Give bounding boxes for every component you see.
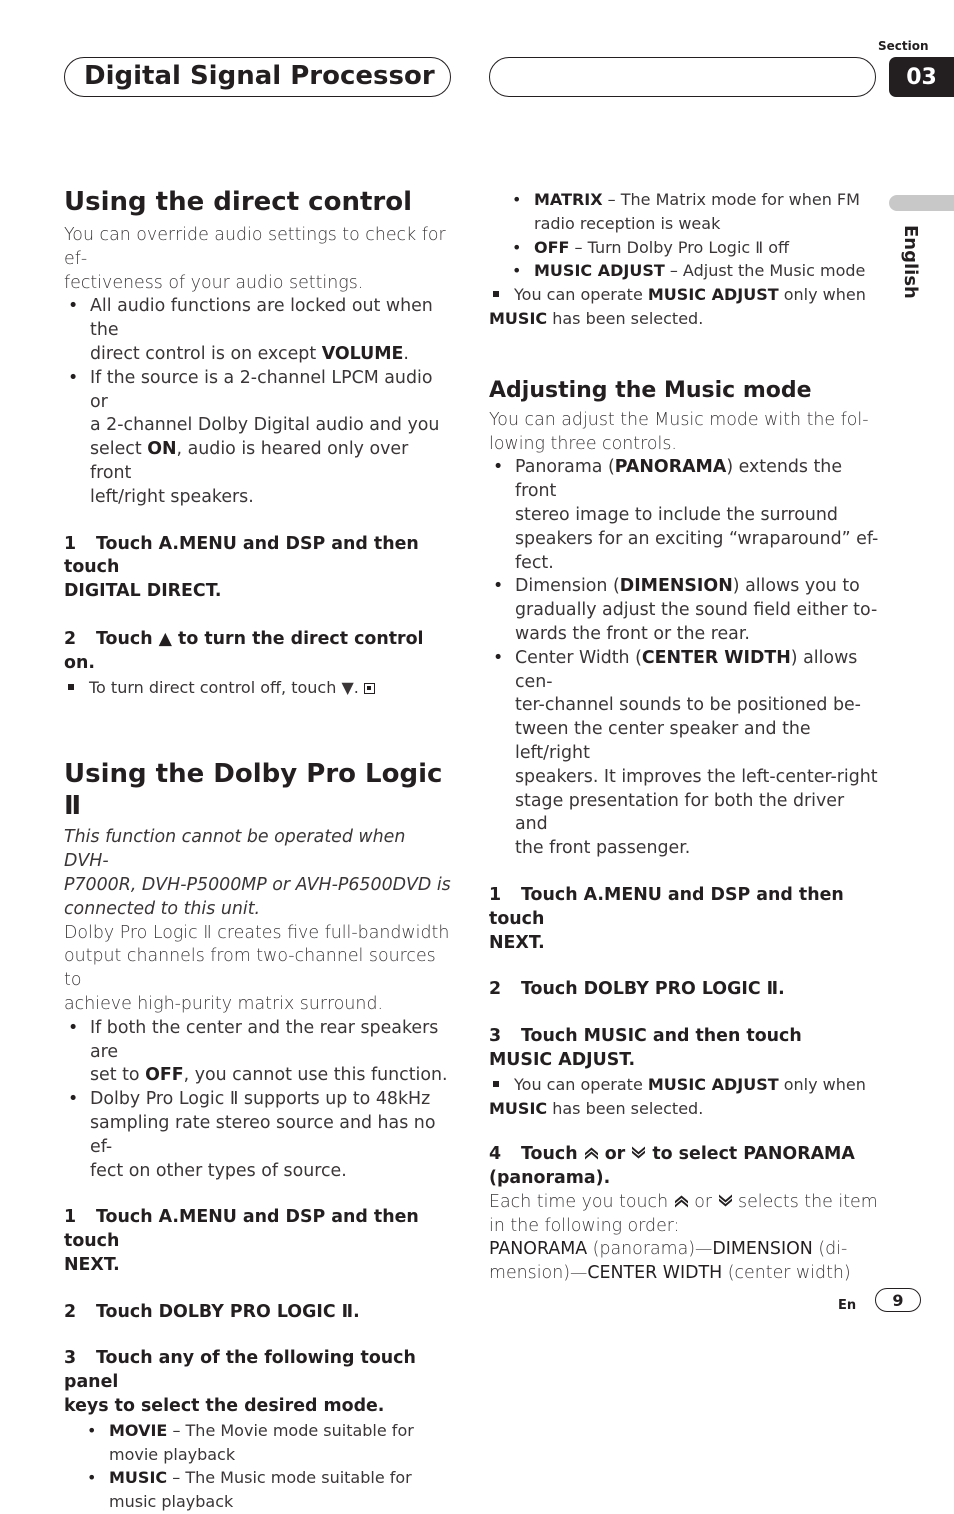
- step: 3 Touch any of the following touch panel keys to select the desired mode.: [64, 1348, 416, 1417]
- list-item: • MUSIC ADJUST – Adjust the Music mode: [508, 259, 881, 283]
- step: 3 Touch MUSIC and then touch MUSIC ADJUST.: [489, 1026, 802, 1070]
- section-number: 03: [906, 64, 937, 90]
- bullet-list: [64, 1017, 454, 1184]
- heading-direct-control: Using the direct control: [64, 187, 412, 217]
- list-item: • Panorama (PANORAMA) extends the front stereo image to include the surround speakers for an exciting “wraparound” ef- fect.: [489, 456, 881, 575]
- note: You can operate MUSIC ADJUST only when MUSIC has been selected.: [489, 283, 881, 331]
- paragraph: Each time you touch or selects the item in the following order: PANORAMA (panorama)—DIMENSION (di- mension)—CENTER WIDTH (center width): [489, 1191, 878, 1284]
- step: 1 Touch A.MENU and DSP and then touch DIGITAL DIRECT.: [64, 533, 419, 602]
- step: 2 Touch ▲ to turn the direct control on.: [64, 628, 424, 673]
- language-tab: [889, 195, 954, 211]
- list-item: • Center Width (CENTER WIDTH) allows cen- ter-channel sounds to be positioned be- tween the center speaker and the left/right speakers. It improves the left-center-right stage presentation for both the driver and the front passenger.: [489, 647, 881, 861]
- paragraph: You can override audio settings to check for ef- fectiveness of your audio settings.: [64, 225, 446, 293]
- step: 1 Touch A.MENU and DSP and then touch NEXT.: [489, 884, 844, 953]
- section-number-badge: [889, 57, 954, 97]
- footer-lang-code: En: [838, 1298, 857, 1313]
- step: 2 Touch DOLBY PRO LOGIC Ⅱ.: [64, 1301, 360, 1322]
- list-item: • MOVIE – The Movie mode suitable for movie playback: [83, 1419, 454, 1467]
- right-column: [489, 188, 881, 1286]
- list-item: • Dimension (DIMENSION) allows you to gradually adjust the sound field either to- wards the front or the rear.: [489, 575, 881, 646]
- left-column: [64, 186, 454, 1514]
- paragraph: Dolby Pro Logic Ⅱ creates five full-bandwidth output channels from two-channel sources to achieve high-purity matrix surround.: [64, 922, 450, 1014]
- page-number-badge: [875, 1288, 921, 1312]
- double-chevron-down-icon: [718, 1194, 733, 1208]
- list-item: • If both the center and the rear speakers are set to OFF, you cannot use this function.: [64, 1017, 454, 1088]
- bullet-list: [64, 295, 454, 509]
- italic-note: This function cannot be operated when DVH- P7000R, DVH-P5000MP or AVH-P6500DVD is connected to this unit.: [64, 827, 451, 919]
- list-item: • If the source is a 2-channel LPCM audio or a 2-channel Dolby Digital audio and you select ON, audio is heared only over front left/right speakers.: [64, 367, 454, 510]
- double-chevron-down-icon: [631, 1146, 646, 1160]
- list-item: • OFF – Turn Dolby Pro Logic Ⅱ off: [508, 236, 881, 260]
- step: 1 Touch A.MENU and DSP and then touch NEXT.: [64, 1207, 419, 1275]
- heading-adjusting-music-mode: Adjusting the Music mode: [489, 377, 812, 403]
- step: 4 Touch or to select PANORAMA (panorama).: [489, 1144, 855, 1189]
- language-label: English: [900, 225, 921, 299]
- double-chevron-up-icon: [584, 1146, 599, 1160]
- paragraph: You can adjust the Music mode with the fol- lowing three controls.: [489, 409, 869, 454]
- heading-dolby-pro-logic: Using the Dolby Pro Logic Ⅱ: [64, 759, 443, 822]
- mode-list: [83, 1419, 454, 1514]
- end-mark-icon: [364, 683, 375, 694]
- double-chevron-up-icon: [674, 1194, 689, 1208]
- page-number: 9: [892, 1290, 904, 1310]
- list-item: • MATRIX – The Matrix mode for when FM radio reception is weak: [508, 188, 881, 236]
- mode-list: [508, 188, 881, 283]
- section-label: Section: [878, 39, 929, 53]
- bullet-list: [489, 456, 881, 861]
- chapter-title: Digital Signal Processor: [84, 61, 435, 91]
- step: 2 Touch DOLBY PRO LOGIC Ⅱ.: [489, 979, 785, 1000]
- list-item: • Dolby Pro Logic Ⅱ supports up to 48kHz sampling rate stereo source and has no ef- fect on other types of source.: [64, 1088, 454, 1183]
- note: You can operate MUSIC ADJUST only when MUSIC has been selected.: [489, 1073, 881, 1121]
- list-item: • MUSIC – The Music mode suitable for music playback: [83, 1466, 454, 1514]
- header-blank-box: [489, 57, 876, 97]
- note: To turn direct control off, touch ▼.: [64, 676, 454, 700]
- list-item: • All audio functions are locked out when the direct control is on except VOLUME.: [64, 295, 454, 366]
